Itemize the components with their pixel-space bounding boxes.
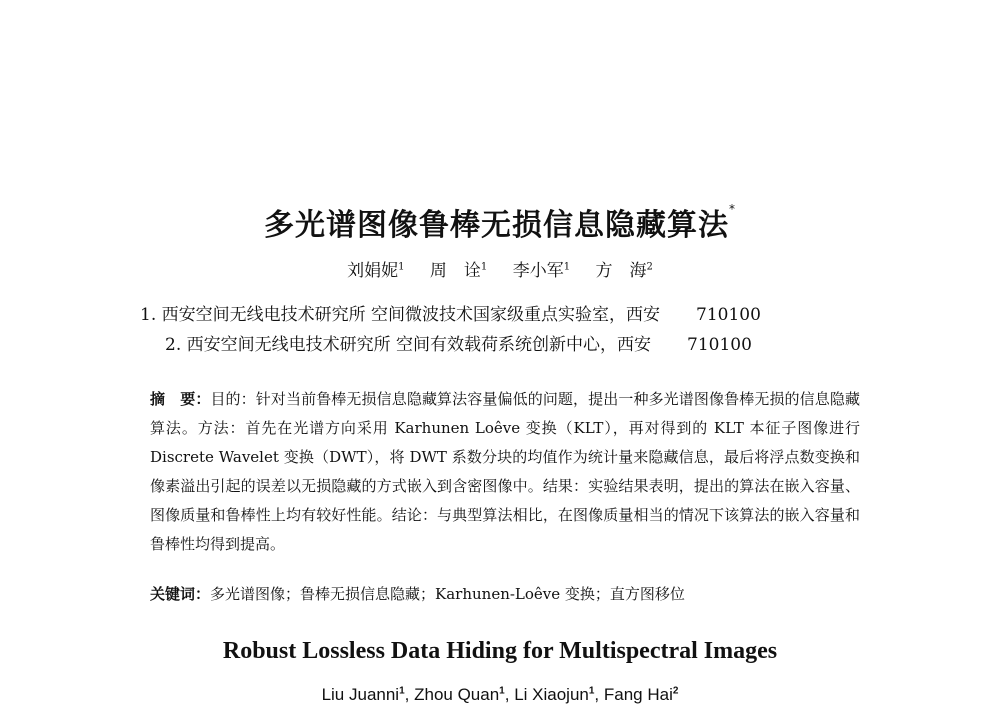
keywords bbox=[150, 583, 860, 604]
author-cn: 方 海$^2$ bbox=[595, 261, 653, 281]
abstract-label: 摘 要： bbox=[150, 390, 211, 408]
author-en: Li Xiaojun$^1$ bbox=[514, 685, 595, 704]
chinese-authors bbox=[0, 256, 1000, 281]
chinese-title bbox=[0, 200, 1000, 244]
abstract-text: 目的：针对当前鲁棒无损信息隐藏算法容量偏低的问题，提出一种多光谱图像鲁棒无损的信息隐藏算法。方法：首先在光谱方向采用 Karhunen Loêve 变换（KLT），再对得到的 KLT 本征子图像进行 Discrete Wavelet 变换（DWT），将 DWT 系数分块的均值作为统计量来隐藏信息，最后将浮点数变换和像素溢出引起的误差以无损隐藏的方式嵌入到含密图像中。结果：实验结果表明，提出的算法在嵌入容量、图像质量和鲁棒性上均有较好性能。结论：与典型算法相比，在图像质量相当的情况下该算法的嵌入容量和鲁棒性均得到提高。 bbox=[150, 390, 860, 553]
keywords-label: 关键词： bbox=[150, 585, 211, 603]
english-title: Robust Lossless Data Hiding for Multispectral Images bbox=[222, 638, 778, 664]
abstract bbox=[150, 385, 860, 559]
author-en: Zhou Quan$^1$ bbox=[414, 685, 505, 704]
chinese-title-text: 多光谱图像鲁棒无损信息隐藏算法 bbox=[264, 208, 729, 243]
postal-code: 710100 bbox=[696, 305, 761, 325]
author-en: Liu Juanni$^1$ bbox=[321, 685, 405, 704]
english-authors: Liu Juanni$^1$, Zhou Quan$^1$, Li Xiaojun$^1$, Fang Hai$^2$ bbox=[321, 685, 679, 704]
postal-code: 710100 bbox=[687, 335, 752, 355]
affiliation-2: 2. 西安空间无线电技术研究所 空间有效载荷系统创新中心，西安 710100 bbox=[165, 335, 752, 355]
author-cn: 周 诠$^1$ bbox=[429, 261, 488, 281]
keywords-text: 多光谱图像；鲁棒无损信息隐藏；Karhunen-Loêve 变换；直方图移位 bbox=[210, 585, 685, 603]
author-cn: 刘娟妮$^1$ bbox=[347, 261, 405, 281]
title-footnote-mark: * bbox=[729, 202, 736, 216]
author-en: Fang Hai$^2$ bbox=[603, 685, 679, 704]
author-cn: 李小军$^1$ bbox=[512, 261, 571, 281]
affiliation-1: 1. 西安空间无线电技术研究所 空间微波技术国家级重点实验室，西安 710100 bbox=[140, 305, 761, 325]
